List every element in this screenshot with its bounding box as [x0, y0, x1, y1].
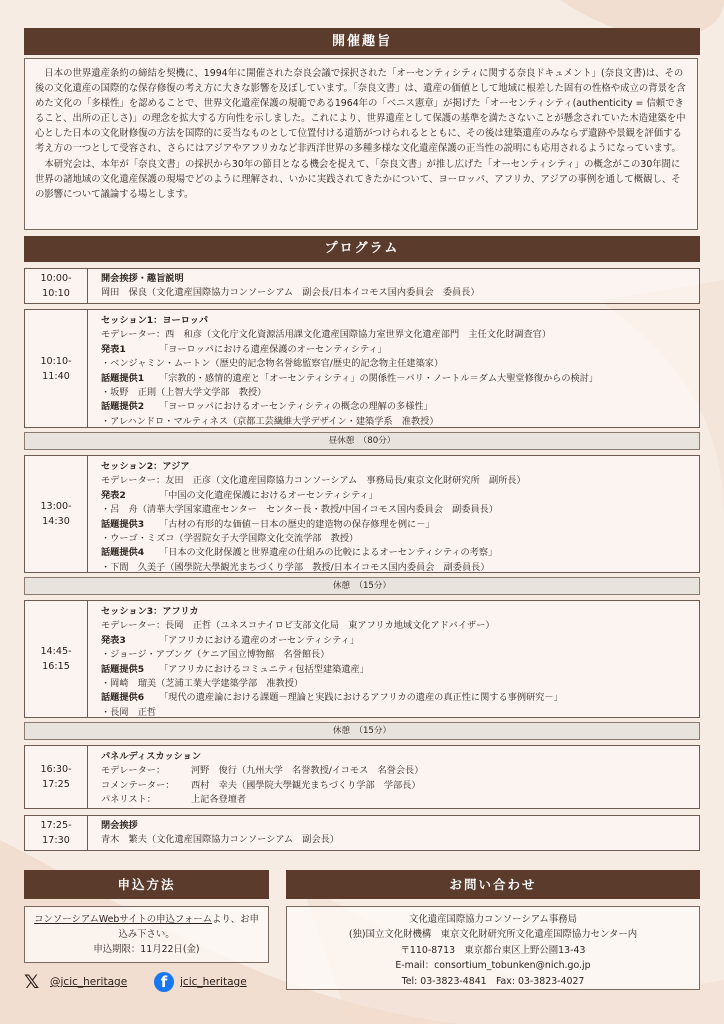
row-content	[101, 605, 693, 720]
talk-label: 発表1	[101, 343, 126, 355]
row-heading: 閉会挨拶	[101, 820, 138, 831]
talk-title: 「現代の遺産論における課題－理論と実践におけるアフリカの遺産の真正性に関する事例研究－」	[159, 692, 563, 704]
intro-paragraph-1: 日本の世界遺産条約の締結を契機に、1994年に開催された奈良会議で採択された「オーセンティシティに関する奈良ドキュメント」(奈良文書)は、その後の文化遺産の国際的な保存修復の考え方に大きな影響を及ぼしています。「奈良文書」は、遺産の価値として地域に根差した固有の性格や成立の背景を含めた文化の「多様性」を認めることで、世界文化遺産保護の規範である1964年の「ベニス憲章」が掲げた「オーセンティシティ(authenticity = 信頼できること、出所の正しさ)」の理念を拡大する方向性を示しました。これにより、世界遺産として保護の基準を満たさないことが懸念されていた木造建築を中心とした日本の文化財修復の方法を国際的に妥当なものとして位置付ける道筋がつけられるとともに、その後は建築遺産のみならず遺跡や景観を評価する考え方の一つとして受容され、さらにはアジアやアフリカなど非西洋世界の多種多様な文化遺産保護の正当性の説明にも応用されるようになっています。	[35, 68, 686, 155]
apply-header	[24, 870, 269, 899]
speaker-line: ・坂野 正則（上智大学文学部 教授）	[101, 387, 267, 399]
time-start: 14:45-	[40, 646, 72, 657]
talk-label: 発表3	[101, 634, 126, 646]
row-content	[101, 460, 693, 575]
panelist-value: 上記各登壇者	[191, 794, 247, 806]
time-start: 10:10-	[40, 355, 72, 367]
intro-header	[24, 28, 700, 55]
speaker-line: ・岡崎 瑠美（芝浦工業大学建築学部 准教授）	[101, 678, 304, 690]
talk-title: 「中国の文化遺産保護におけるオーセンティシティ」	[159, 489, 378, 501]
row-line: 岡田 保良（文化遺産国際協力コンソーシアム 副会長/日本イコモス国内委員会 委員長）	[101, 287, 480, 299]
intro-text-box	[24, 58, 698, 230]
speaker-line: ・ウーゴ・ミズコ（学習院女子大学国際文化交流学部 教授）	[101, 533, 359, 545]
lunch-break: 昼休憩 （80分）	[24, 432, 700, 450]
facebook-logo-icon[interactable]: f	[154, 972, 174, 992]
moderator-line: モデレーター：友田 正彦（文化遺産国際協力コンソーシアム 事務局長/東京文化財研究所 副所長）	[101, 475, 526, 487]
talk-title: 「ヨーロッパにおける遺産保護のオーセンティシティ」	[159, 343, 387, 355]
moderator-label: モデレーター：	[101, 765, 166, 777]
row-content	[101, 314, 693, 429]
apply-box	[24, 906, 269, 963]
facebook-handle-link[interactable]: jcic_heritage	[180, 976, 247, 988]
time-cell	[25, 456, 88, 572]
row-line: 青木 繁夫（文化遺産国際協力コンソーシアム 副会長）	[101, 834, 340, 846]
moderator-line: モデレーター：西 和彦（文化庁文化資源活用課文化遺産国際協力室世界文化遺産部門 主任文化財調査官）	[101, 329, 552, 341]
speaker-line: ・ベンジャミン・ムートン（歴史的記念物名誉総監察官/歴史的記念物主任建築家）	[101, 358, 444, 370]
x-logo-icon[interactable]: 𝕏	[24, 971, 40, 993]
time-start: 13:00-	[40, 501, 72, 512]
row-heading: 開会挨拶・趣旨説明	[101, 273, 184, 284]
time-start: 17:25-	[40, 820, 72, 831]
break-2: 休憩 （15分）	[24, 722, 700, 740]
program-row-session1	[24, 309, 700, 428]
time-start: 16:30-	[40, 764, 72, 775]
apply-form-link[interactable]: コンソーシアムWebサイトの申込フォーム	[34, 914, 212, 925]
speaker-line: ・ジョージ・アブング（ケニア国立博物館 名誉館長）	[101, 649, 330, 661]
program-row-session2	[24, 455, 700, 573]
time-end: 17:25	[42, 779, 70, 790]
talk-title: 「古材の有形的な価値－日本の歴史的建造物の保存修理を例に－」	[159, 518, 435, 530]
speaker-line: ・長岡 正哲	[101, 706, 157, 718]
contact-line-2: (独)国立文化財機構 東京文化財研究所文化遺産国際協力センター内	[348, 929, 638, 941]
commentator-value: 西村 幸夫（國學院大學観光まちづくり学部 学部長）	[191, 779, 421, 791]
talk-title: 「宗教的・感情的遺産と「オーセンティシティ」の関係性－パリ・ノートル＝ダム大聖堂修復からの検討」	[159, 372, 599, 384]
contact-phone: Tel: 03-3823-4841 Fax: 03-3823-4027	[401, 975, 585, 987]
talk-label: 発表2	[101, 489, 126, 501]
apply-text-2: 込み下さい。	[118, 929, 175, 940]
time-cell	[25, 601, 88, 717]
session-heading: セッション1：ヨーロッパ	[101, 315, 209, 326]
program-header	[24, 236, 700, 262]
contact-header	[286, 870, 700, 899]
talk-title: 「日本の文化財保護と世界遺産の仕組みの比較によるオーセンティシティの考察」	[159, 547, 498, 559]
talk-title: 「アフリカにおける遺産のオーセンティシティ」	[159, 634, 360, 646]
contact-title: お問い合わせ	[449, 877, 537, 892]
time-cell	[25, 310, 88, 427]
time-end: 17:30	[42, 835, 70, 846]
social-x	[24, 972, 127, 992]
x-handle-link[interactable]: @jcic_heritage	[50, 976, 128, 988]
contact-email[interactable]: E-mail：consortium_tobunken@nich.go.jp	[395, 960, 591, 972]
row-content	[101, 750, 693, 808]
session-heading: セッション2：アジア	[101, 461, 190, 472]
program-row-closing	[24, 815, 700, 851]
contact-box	[286, 906, 700, 990]
talk-label: 話題提供6	[101, 692, 145, 704]
program-row-panel	[24, 745, 700, 809]
talk-label: 話題提供1	[101, 372, 145, 384]
apply-title: 申込方法	[117, 877, 176, 892]
time-cell	[25, 269, 88, 303]
talk-label: 話題提供2	[101, 401, 145, 413]
commentator-label: コメンテーター：	[101, 779, 175, 791]
time-end: 10:10	[42, 288, 70, 299]
apply-text-1: より、お申	[211, 914, 259, 925]
speaker-line: ・アレハンドロ・マルティネス（京都工芸繊維大学デザイン・建築学系 准教授）	[101, 415, 439, 427]
time-start: 10:00-	[40, 273, 72, 284]
talk-title: 「ヨーロッパにおけるオーセンティシティの概念の理解の多様性」	[159, 401, 433, 413]
time-end: 16:15	[42, 661, 70, 672]
talk-label: 話題提供5	[101, 663, 145, 675]
social-facebook	[154, 972, 247, 992]
talk-label: 話題提供4	[101, 547, 145, 559]
intro-paragraph-2: 本研究会は、本年が「奈良文書」の採択から30年の節目となる機会を捉えて、「奈良文書」が推し広げた「オーセンティシティ」の概念がこの30年間に世界の諸地域の文化遺産保護の現場でどのように理解され、いかに実践されてきたかについて、ヨーロッパ、アフリカ、アジアの事例を通して概観し、その影響について議論する場とします。	[35, 158, 681, 200]
contact-line-3: 〒110-8713 東京都台東区上野公園13-43	[400, 944, 586, 956]
program-row-session3	[24, 600, 700, 718]
talk-label: 話題提供3	[101, 518, 145, 530]
program-row-opening	[24, 268, 700, 304]
apply-deadline: 申込期限：11月22日(金)	[93, 944, 200, 955]
panel-heading: パネルディスカッション	[101, 751, 202, 762]
time-cell	[25, 816, 88, 850]
speaker-line: ・下間 久美子（國學院大學観光まちづくり学部 教授/日本イコモス国内委員会 副委員長）	[101, 561, 490, 573]
moderator-line: モデレーター：長岡 正哲（ユネスコナイロビ支部文化局 東アフリカ地域文化アドバイザー）	[101, 620, 495, 632]
break-1: 休憩 （15分）	[24, 577, 700, 595]
contact-line-1: 文化遺産国際協力コンソーシアム事務局	[409, 914, 577, 925]
time-end: 14:30	[42, 516, 70, 527]
session-heading: セッション3：アフリカ	[101, 606, 199, 617]
time-end: 11:40	[42, 370, 70, 382]
panelist-label: パネリスト：	[101, 794, 156, 806]
intro-title: 開催趣旨	[331, 34, 392, 49]
program-title: プログラム	[324, 241, 400, 256]
row-content	[101, 272, 693, 301]
time-cell	[25, 746, 88, 808]
talk-title: 「アフリカにおけるコミュニティ包括型建築遺産」	[159, 663, 369, 675]
speaker-line: ・呂 舟（清華大学国家遺産センター センター長・教授/中国イコモス国内委員会 副委員長）	[101, 504, 499, 516]
moderator-value: 河野 俊行（九州大学 名誉教授/イコモス 名誉会長）	[191, 765, 424, 777]
row-content	[101, 819, 693, 848]
